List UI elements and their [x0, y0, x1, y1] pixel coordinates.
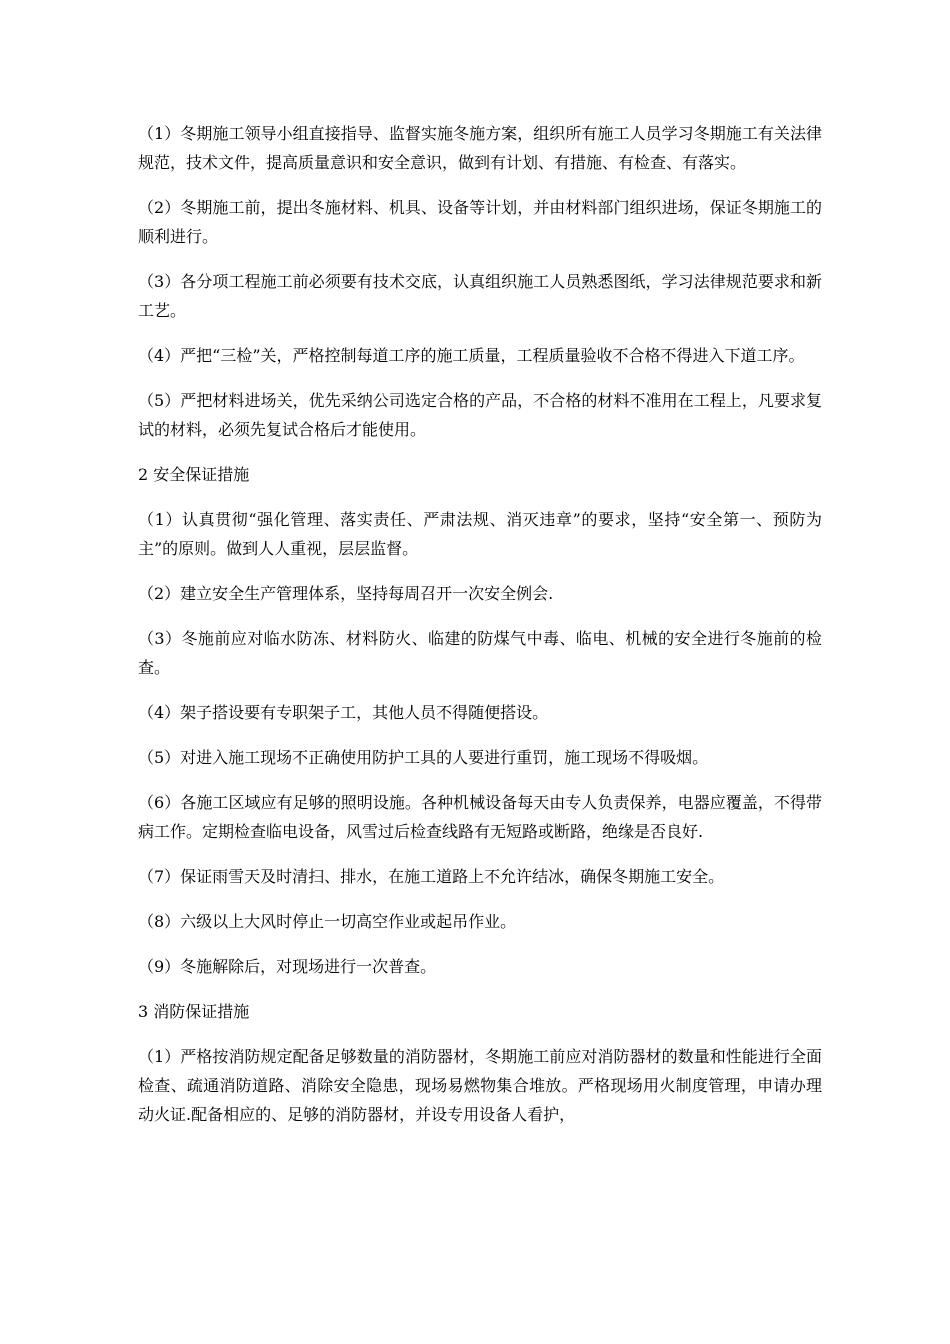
paragraph-safety-9: （9）冬施解除后，对现场进行一次普查。 — [138, 957, 437, 976]
paragraph-quality-4: （4）严把“三检”关，严格控制每道工序的施工质量，工程质量验收不合格不得进入下道工序。 — [138, 346, 805, 365]
section-heading-fire: 3 消防保证措施 — [138, 1002, 250, 1021]
paragraph-safety-7: （7）保证雨雪天及时清扫、排水，在施工道路上不允许结冰，确保冬期施工安全。 — [138, 867, 725, 886]
document-body — [138, 119, 822, 1145]
paragraph-safety-3: （3）冬施前应对临水防冻、材料防火、临建的防煤气中毒、临电、机械的安全进行冬施前的检查。 — [138, 629, 822, 677]
paragraph-safety-2: （2）建立安全生产管理体系，坚持每周召开一次安全例会. — [138, 584, 554, 603]
paragraph-safety-4: （4）架子搭设要有专职架子工，其他人员不得随便搭设。 — [138, 703, 549, 722]
paragraph-quality-1: （1）冬期施工领导小组直接指导、监督实施冬施方案，组织所有施工人员学习冬期施工有关法律规范，技术文件，提高质量意识和安全意识，做到有计划、有措施、有检查、有落实。 — [138, 124, 822, 172]
paragraph-safety-6: （6）各施工区域应有足够的照明设施。各种机械设备每天由专人负责保养，电器应覆盖，不得带病工作。定期检查临电设备，风雪过后检查线路有无短路或断路，绝缘是否良好. — [138, 793, 822, 841]
paragraph-safety-5: （5）对进入施工现场不正确使用防护工具的人要进行重罚，施工现场不得吸烟。 — [138, 748, 709, 767]
paragraph-quality-2: （2）冬期施工前，提出冬施材料、机具、设备等计划，并由材料部门组织进场，保证冬期施工的顺利进行。 — [138, 198, 822, 246]
paragraph-safety-8: （8）六级以上大风时停止一切高空作业或起吊作业。 — [138, 912, 517, 931]
paragraph-safety-1: （1）认真贯彻“强化管理、落实责任、严肃法规、消灭违章”的要求，坚持“安全第一、预防为主”的原则。做到人人重视，层层监督。 — [138, 510, 822, 558]
paragraph-quality-5: （5）严把材料进场关，优先采纳公司选定合格的产品，不合格的材料不准用在工程上，凡要求复试的材料，必须先复试合格后才能使用。 — [138, 391, 822, 439]
paragraph-quality-3: （3）各分项工程施工前必须要有技术交底，认真组织施工人员熟悉图纸，学习法律规范要求和新工艺。 — [138, 272, 822, 320]
section-heading-safety: 2 安全保证措施 — [138, 465, 250, 484]
paragraph-fire-1: （1）严格按消防规定配备足够数量的消防器材，冬期施工前应对消防器材的数量和性能进行全面检查、疏通消防道路、消除安全隐患，现场易燃物集合堆放。严格现场用火制度管理，申请办理动火证.配备相应的、足够的消防器材，并设专用设备人看护， — [138, 1047, 822, 1124]
